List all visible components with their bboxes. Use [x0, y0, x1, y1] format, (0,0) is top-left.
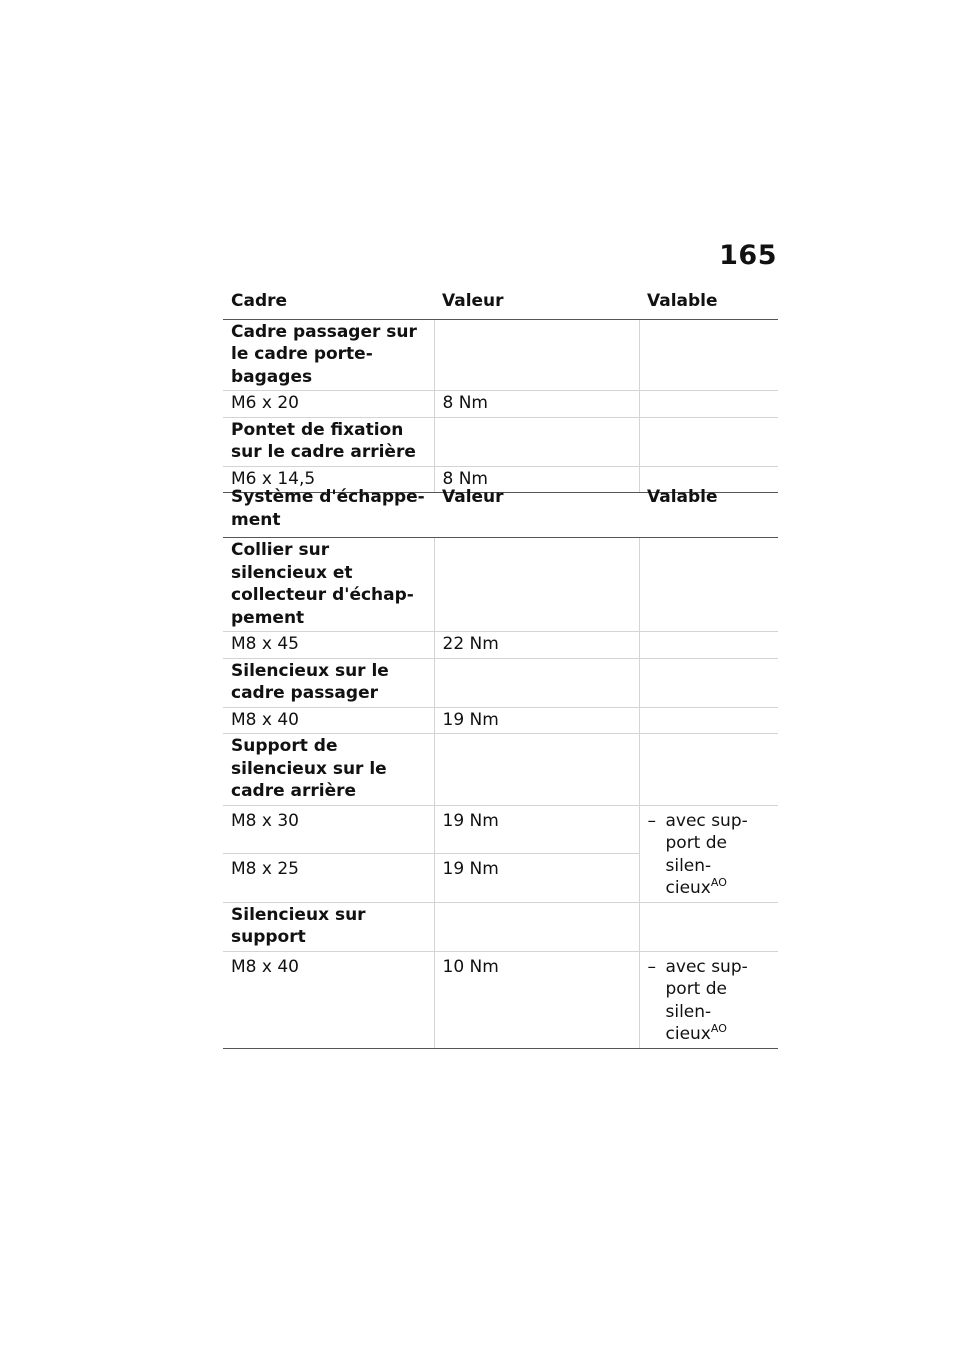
column-header-valeur: Valeur	[434, 486, 639, 538]
group-row-support-silencieux	[223, 734, 778, 806]
validity-text: avec sup-port de silen-cieux	[665, 956, 748, 1044]
group-title: Pontet de fixation sur le cadre arrière	[223, 417, 434, 466]
group-row-silencieux-support	[223, 902, 778, 951]
group-title: Collier sur silencieux et collecteur d'échap-pement	[223, 538, 434, 632]
empty-cell	[639, 734, 778, 806]
empty-cell	[434, 538, 639, 632]
validity-item	[648, 810, 771, 900]
group-row-cadre-passager	[223, 319, 778, 391]
torque-value: 8 Nm	[434, 466, 639, 493]
empty-cell	[639, 902, 778, 951]
screw-size: M8 x 25	[223, 854, 434, 903]
screw-size: M8 x 30	[223, 805, 434, 854]
validity-cell	[639, 391, 778, 418]
table-header-row	[223, 486, 778, 538]
screw-size: M8 x 45	[223, 632, 434, 659]
torque-value: 19 Nm	[434, 854, 639, 903]
table-row	[223, 632, 778, 659]
column-header-systeme: Système d'échappe-ment	[223, 486, 434, 538]
column-header-valeur: Valeur	[434, 290, 639, 319]
table-row	[223, 951, 778, 1048]
torque-value: 8 Nm	[434, 391, 639, 418]
cadre-torque-table	[223, 290, 778, 493]
dash-bullet: –	[647, 810, 656, 831]
column-header-valable: Valable	[639, 290, 778, 319]
page-number: 165	[719, 240, 777, 271]
group-title: Support de silencieux sur le cadre arrière	[223, 734, 434, 806]
torque-value: 22 Nm	[434, 632, 639, 659]
empty-cell	[434, 417, 639, 466]
torque-value: 10 Nm	[434, 951, 639, 1048]
validity-cell	[639, 951, 778, 1048]
table-row	[223, 805, 778, 854]
validity-text: avec sup-port de silen-cieux	[665, 810, 748, 898]
empty-cell	[434, 902, 639, 951]
empty-cell	[434, 658, 639, 707]
empty-cell	[434, 734, 639, 806]
screw-size: M8 x 40	[223, 707, 434, 734]
group-title: Cadre passager sur le cadre porte-bagages	[223, 319, 434, 391]
screw-size: M6 x 14,5	[223, 466, 434, 493]
validity-cell	[639, 707, 778, 734]
empty-cell	[639, 658, 778, 707]
table-header-row	[223, 290, 778, 319]
validity-cell	[639, 805, 778, 902]
screw-size: M6 x 20	[223, 391, 434, 418]
empty-cell	[639, 417, 778, 466]
torque-value: 19 Nm	[434, 707, 639, 734]
group-title: Silencieux sur le cadre passager	[223, 658, 434, 707]
dash-bullet: –	[647, 956, 656, 977]
column-header-valable: Valable	[639, 486, 778, 538]
validity-cell	[639, 632, 778, 659]
empty-cell	[434, 319, 639, 391]
echappement-torque-table	[223, 486, 778, 1049]
option-tag: AO	[710, 876, 727, 889]
screw-size: M8 x 40	[223, 951, 434, 1048]
group-row-silencieux-cadre-passager	[223, 658, 778, 707]
validity-item	[648, 956, 771, 1046]
column-header-cadre: Cadre	[223, 290, 434, 319]
empty-cell	[639, 319, 778, 391]
group-row-pontet	[223, 417, 778, 466]
option-tag: AO	[710, 1022, 727, 1035]
group-row-collier	[223, 538, 778, 632]
empty-cell	[639, 538, 778, 632]
table-row	[223, 391, 778, 418]
torque-value: 19 Nm	[434, 805, 639, 854]
group-title: Silencieux sur support	[223, 902, 434, 951]
table-row	[223, 707, 778, 734]
